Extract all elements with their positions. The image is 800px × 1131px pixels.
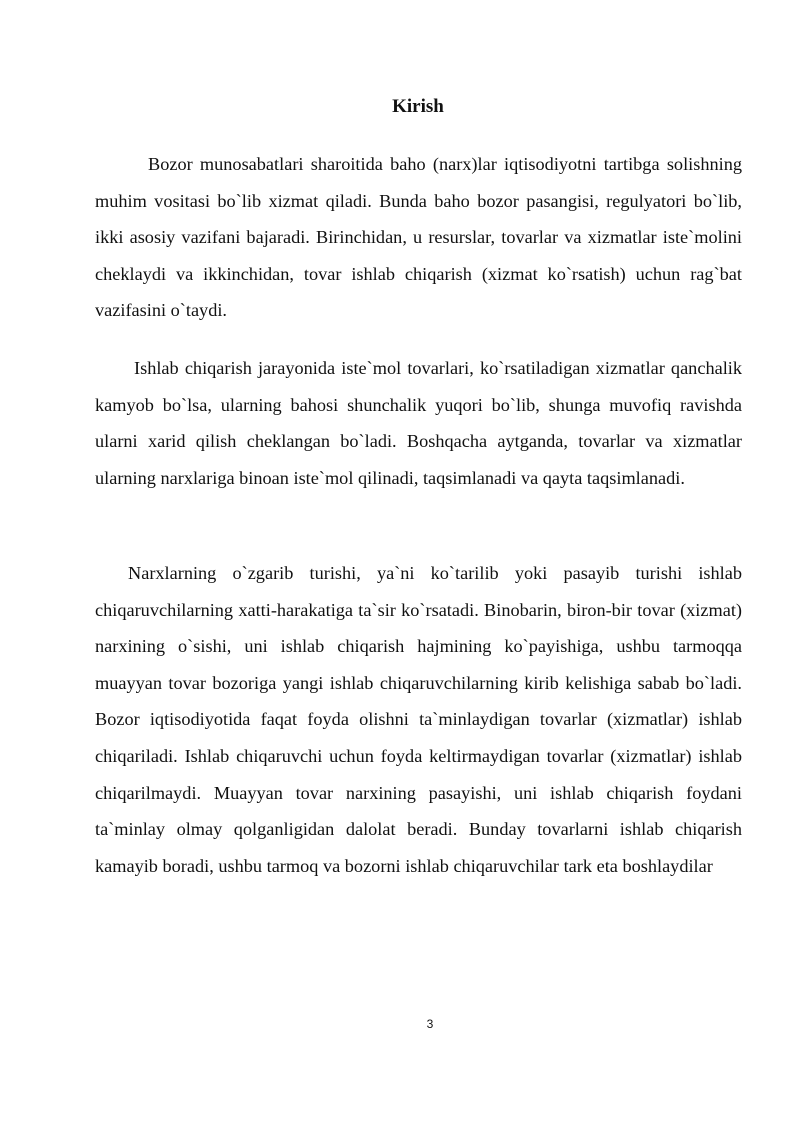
paragraph-3: Narxlarning o`zgarib turishi, ya`ni ko`tarilib yoki pasayib turishi ishlab chiqaruvchilarning xatti-harakatiga ta`sir ko`rsatadi. Binobarin, biron-bir tovar (xizmat) narxining o`sishi, uni ishlab chiqarish hajmining ko`payishiga, ushbu tarmoqqa muayyan tovar bozoriga yangi ishlab chiqaruvchilarning kirib kelishiga sabab bo`ladi. Bozor iqtisodiyotida faqat foyda olishni ta`minlaydigan tovarlar (xizmatlar) ishlab chiqariladi. Ishlab chiqaruvchi uchun foyda keltirmaydigan tovarlar (xizmatlar) ishlab chiqarilmaydi. Muayyan tovar narxining pasayishi, uni ishlab chiqarish foydani ta`minlay olmay qolganligidan dalolat beradi. Bunday tovarlarni ishlab chiqarish kamayib boradi, ushbu tarmoq va bozorni ishlab chiqaruvchilar tark eta boshlaydilar xyxy=(95,563,742,876)
page-title: Kirish xyxy=(392,96,444,117)
paragraph-2: Ishlab chiqarish jarayonida iste`mol tovarlari, ko`rsatiladigan xizmatlar qanchalik kamyob bo`lsa, ularning bahosi shunchalik yuqori bo`lib, shunga muvofiq ravishda ularni xarid qilish cheklangan bo`ladi. Boshqacha aytganda, tovarlar va xizmatlar ularning narxlariga binoan iste`mol qilinadi, taqsimlanadi va qayta taqsimlanadi. xyxy=(95,358,742,488)
page-number: 3 xyxy=(426,1017,434,1031)
paragraph-1: Bozor munosabatlari sharoitida baho (narx)lar iqtisodiyotni tartibga solishning muhim vositasi bo`lib xizmat qiladi. Bunda baho bozor pasangisi, regulyatori bo`lib, ikki asosiy vazifani bajaradi. Birinchidan, u resurslar, tovarlar va xizmatlar iste`molini cheklaydi va ikkinchidan, tovar ishlab chiqarish (xizmat ko`rsatish) uchun rag`bat vazifasini o`taydi. xyxy=(95,154,742,321)
